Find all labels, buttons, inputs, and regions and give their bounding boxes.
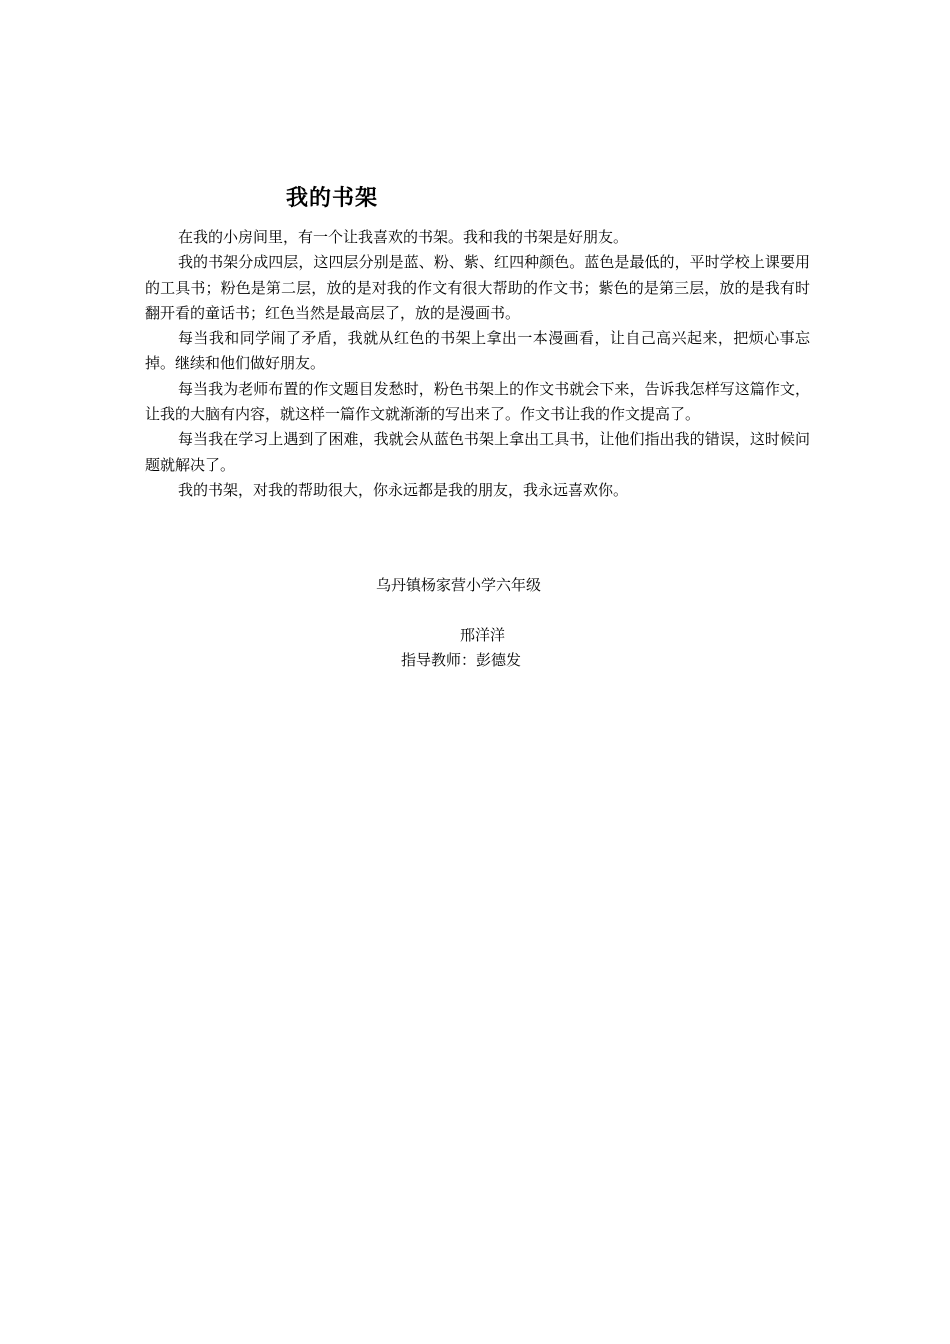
paragraph-1: 在我的小房间里，有一个让我喜欢的书架。我和我的书架是好朋友。 — [178, 228, 629, 246]
essay-body — [145, 225, 810, 503]
paragraph-2: 我的书架分成四层，这四层分别是蓝、粉、紫、红四种颜色。蓝色是最低的，平时学校上课要用的工具书；粉色是第二层，放的是对我的作文有很大帮助的作文书；紫色的是第三层，放的是我有时翻开看的童话书；红色当然是最高层了，放的是漫画书。 — [145, 253, 810, 322]
paragraph-5: 每当我在学习上遇到了困难，我就会从蓝色书架上拿出工具书，让他们指出我的错误，这时候问题就解决了。 — [145, 430, 810, 474]
paragraph-4: 每当我为老师布置的作文题目发愁时，粉色书架上的作文书就会下来，告诉我怎样写这篇作文，让我的大脑有内容，就这样一篇作文就渐渐的写出来了。作文书让我的作文提高了。 — [145, 379, 810, 424]
school-line: 乌丹镇杨家营小学六年级 — [376, 576, 542, 594]
teacher-line: 指导教师：彭德发 — [401, 651, 522, 669]
author-name: 邢洋洋 — [460, 626, 506, 644]
paragraph-3: 每当我和同学闹了矛盾，我就从红色的书架上拿出一本漫画看，让自己高兴起来，把烦心事忘掉。继续和他们做好朋友。 — [145, 329, 810, 373]
paragraph-6: 我的书架，对我的帮助很大，你永远都是我的朋友，我永远喜欢你。 — [178, 480, 629, 499]
document-title: 我的书架 — [286, 186, 379, 211]
